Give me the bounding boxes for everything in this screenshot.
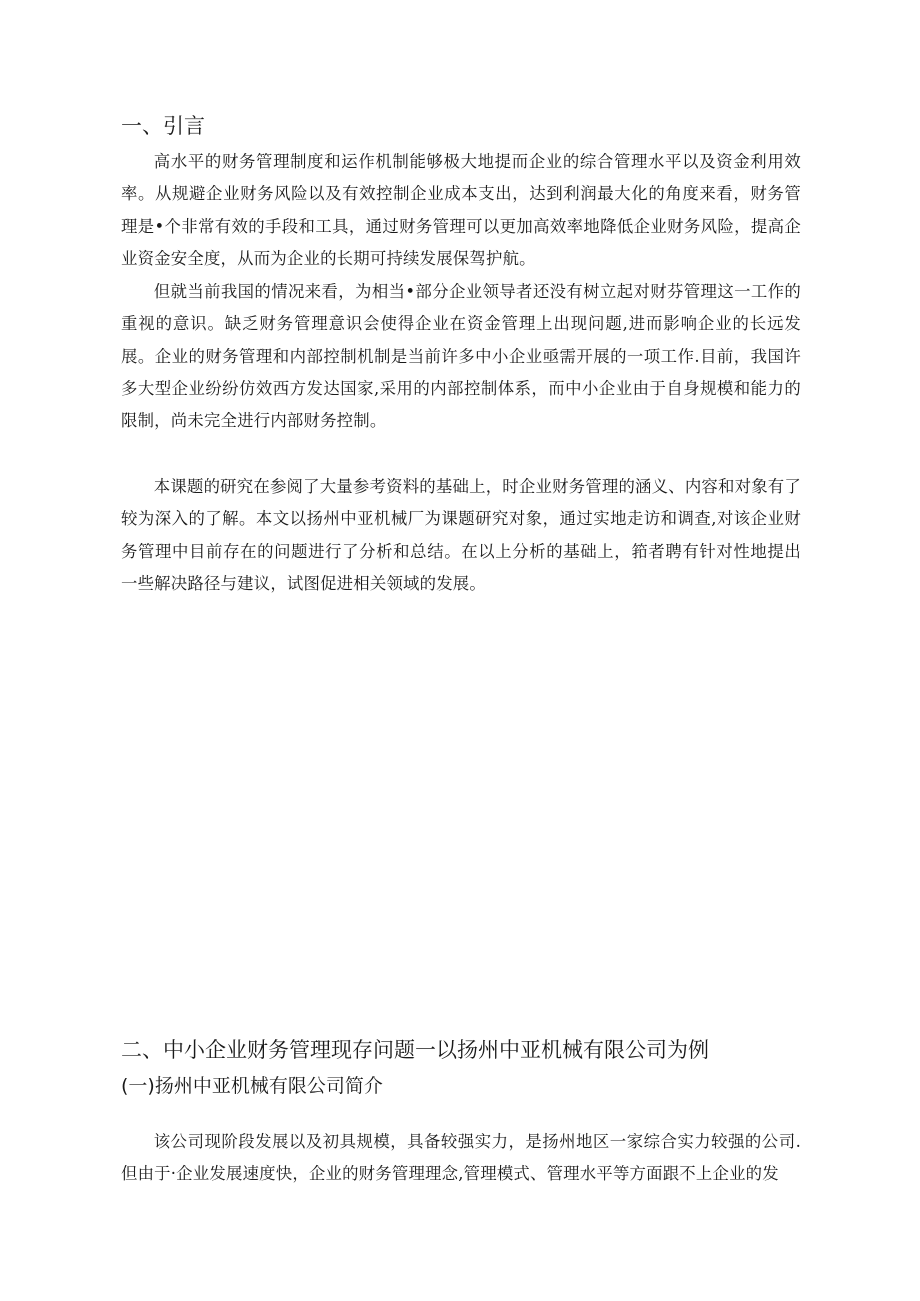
section-heading-problems: 二、中小企业财务管理现存问题一以扬州中亚机械有限公司为例 [121,1038,709,1062]
subsection-heading-company-intro: (一)扬州中亚机械有限公司简介 [121,1075,383,1097]
paragraph-company-1: 该公司现阶段发展以及初具规模，具备较强实力，是扬州地区一家综合实力较强的公司.但由于·企业发展速度快，企业的财务管理理念,管理模式、管理水平等方面跟不上企业的发 [121,1132,801,1184]
paragraph-intro-1: 高水平的财务管理制度和运作机制能够极大地提而企业的综合管理水平以及资金利用效率。从规避企业财务风险以及有效控制企业成本支出，达到利润最大化的角度来看，财务管理是•个非常有效的手段和工具，通过财务管理可以更加高效率地降低企业财务风险，提高企业资金安全度，从而为企业的长期可持续发展保驾护航。 [121,152,801,268]
section-heading-introduction: 一、引言 [121,114,205,138]
paragraph-intro-3: 本课题的研究在参阅了大量参考资料的基础上，时企业财务管理的涵义、内容和对象有了较为深入的了解。本文以扬州中亚机械厂为课题研究对象，通过实地走访和调查,对该企业财务管理中目前存在的问题进行了分析和总结。在以上分析的基础上，筘者聘有针对性地提出一些解决路径与建议，试图促进相关领域的发展。 [121,477,801,593]
paragraph-intro-2: 但就当前我国的情况来看，为相当•部分企业领导者还没有树立起对财芬管理这一工作的重视的意识。缺乏财务管理意识会使得企业在资金管理上出现问题,进而影响企业的长远发展。企业的财务管理和内部控制机制是当前许多中小企业亟需开展的一项工作.目前，我国许多大型企业纷纷仿效西方发达国家,采用的内部控制体系，而中小企业由于自身规模和能力的限制，尚未完全进行内部财务控制。 [121,282,801,431]
